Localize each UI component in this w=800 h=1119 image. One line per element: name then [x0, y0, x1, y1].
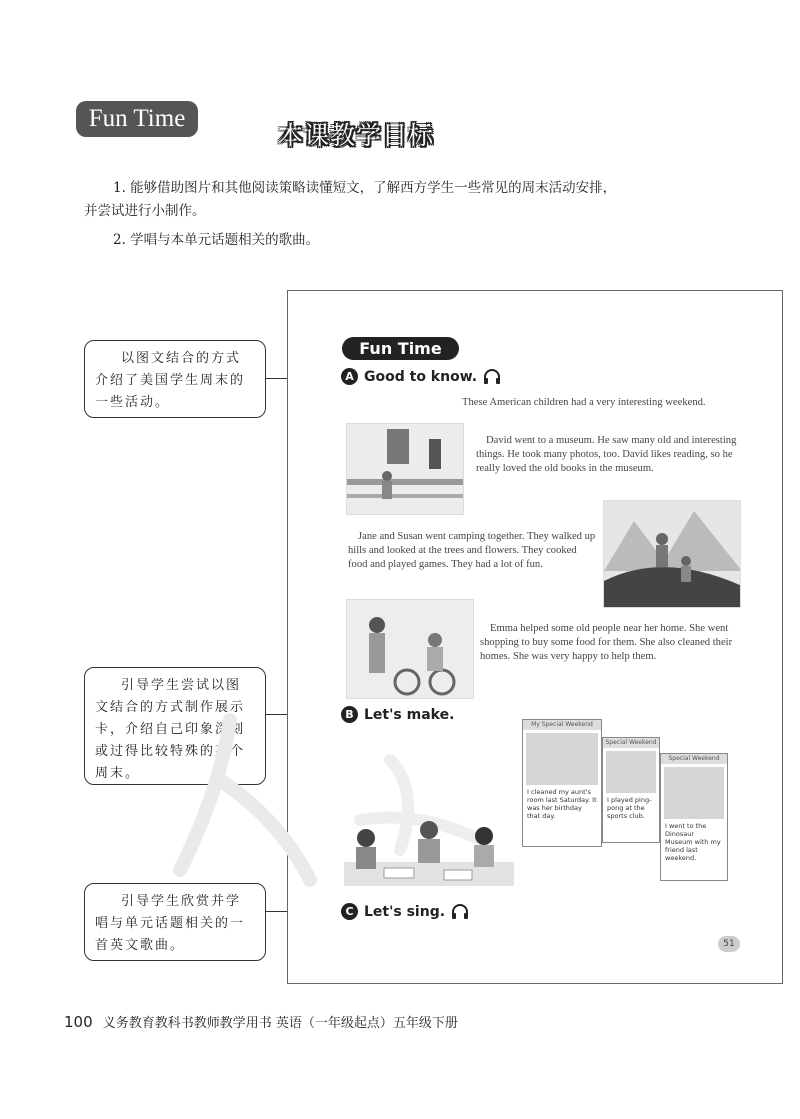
- section-a-letter: A: [341, 368, 358, 385]
- headphones-icon[interactable]: [451, 904, 469, 920]
- card-2-text: I played ping-pong at the sports club.: [607, 796, 652, 820]
- section-a-title: Good to know.: [364, 368, 478, 385]
- textbook-page-number: 51: [718, 936, 740, 952]
- section-b-title: Let's make.: [364, 706, 455, 723]
- museum-picture: [346, 423, 464, 515]
- section-b-heading: [341, 706, 454, 723]
- david-paragraph: David went to a museum. He saw many old and interesting things. He took many photos, too. David likes reading, so he really loved the old books in the museum.: [476, 435, 737, 474]
- card-3-title: Special Weekend: [661, 754, 727, 764]
- camping-paragraph: Jane and Susan went camping together. They walked up hills and looked at the trees and flowers. They cooked food and played games. They had a lot of fun.: [348, 531, 596, 570]
- annotation-note-3: 引导学生欣赏并学唱与单元话题相关的一首英文歌曲。: [84, 883, 266, 961]
- card-2-title: Special Weekend: [603, 738, 659, 748]
- kids-making-picture: [344, 810, 514, 888]
- section-c-letter: C: [341, 903, 358, 920]
- section-c-heading: [341, 903, 469, 920]
- card-3-text: I went to the Dinosaur Museum with my friend last weekend.: [665, 822, 721, 862]
- section-c-title: Let's sing.: [364, 903, 446, 920]
- goal-line-1-cont: 并尝试进行小制作。: [84, 203, 206, 219]
- footer-book-title: 义务教育教科书教师教学用书 英语（一年级起点）五年级下册: [102, 1016, 458, 1031]
- card-2-image: [606, 751, 656, 793]
- display-card-2: [602, 737, 660, 843]
- headphones-icon[interactable]: [483, 369, 501, 385]
- lesson-goal-title: 本课教学目标: [278, 121, 435, 150]
- emma-picture: [346, 599, 474, 699]
- footer: [64, 1012, 458, 1031]
- section-a-heading: [341, 368, 501, 385]
- intro-paragraph: These American children had a very interesting weekend.: [462, 397, 706, 408]
- goal-line-2: 2. 学唱与本单元话题相关的歌曲。: [113, 232, 320, 248]
- display-card-3: [660, 753, 728, 881]
- card-1-image: [526, 733, 598, 785]
- camping-picture: [603, 500, 741, 608]
- footer-page-number: 100: [64, 1013, 93, 1031]
- card-3-image: [664, 767, 724, 819]
- emma-paragraph: Emma helped some old people near her home. She went shopping to buy some food for them. She also cleaned their homes. She was very happy to help them.: [480, 623, 733, 662]
- fun-time-badge: Fun Time: [76, 101, 198, 137]
- card-1-title: My Special Weekend: [523, 720, 601, 730]
- annotation-note-1: 以图文结合的方式介绍了美国学生周末的一些活动。: [84, 340, 266, 418]
- goal-line-1: 1. 能够借助图片和其他阅读策略读懂短文，了解西方学生一些常见的周末活动安排，: [113, 180, 617, 196]
- section-b-letter: B: [341, 706, 358, 723]
- display-card-1: [522, 719, 602, 847]
- annotation-note-2: 引导学生尝试以图文结合的方式制作展示卡，介绍自己印象深刻或过得比较特殊的某个周末。: [84, 667, 266, 785]
- card-1-text: I cleaned my aunt's room last Saturday. It was her birthday that day.: [527, 788, 597, 820]
- textbook-fun-time-badge: Fun Time: [342, 337, 459, 360]
